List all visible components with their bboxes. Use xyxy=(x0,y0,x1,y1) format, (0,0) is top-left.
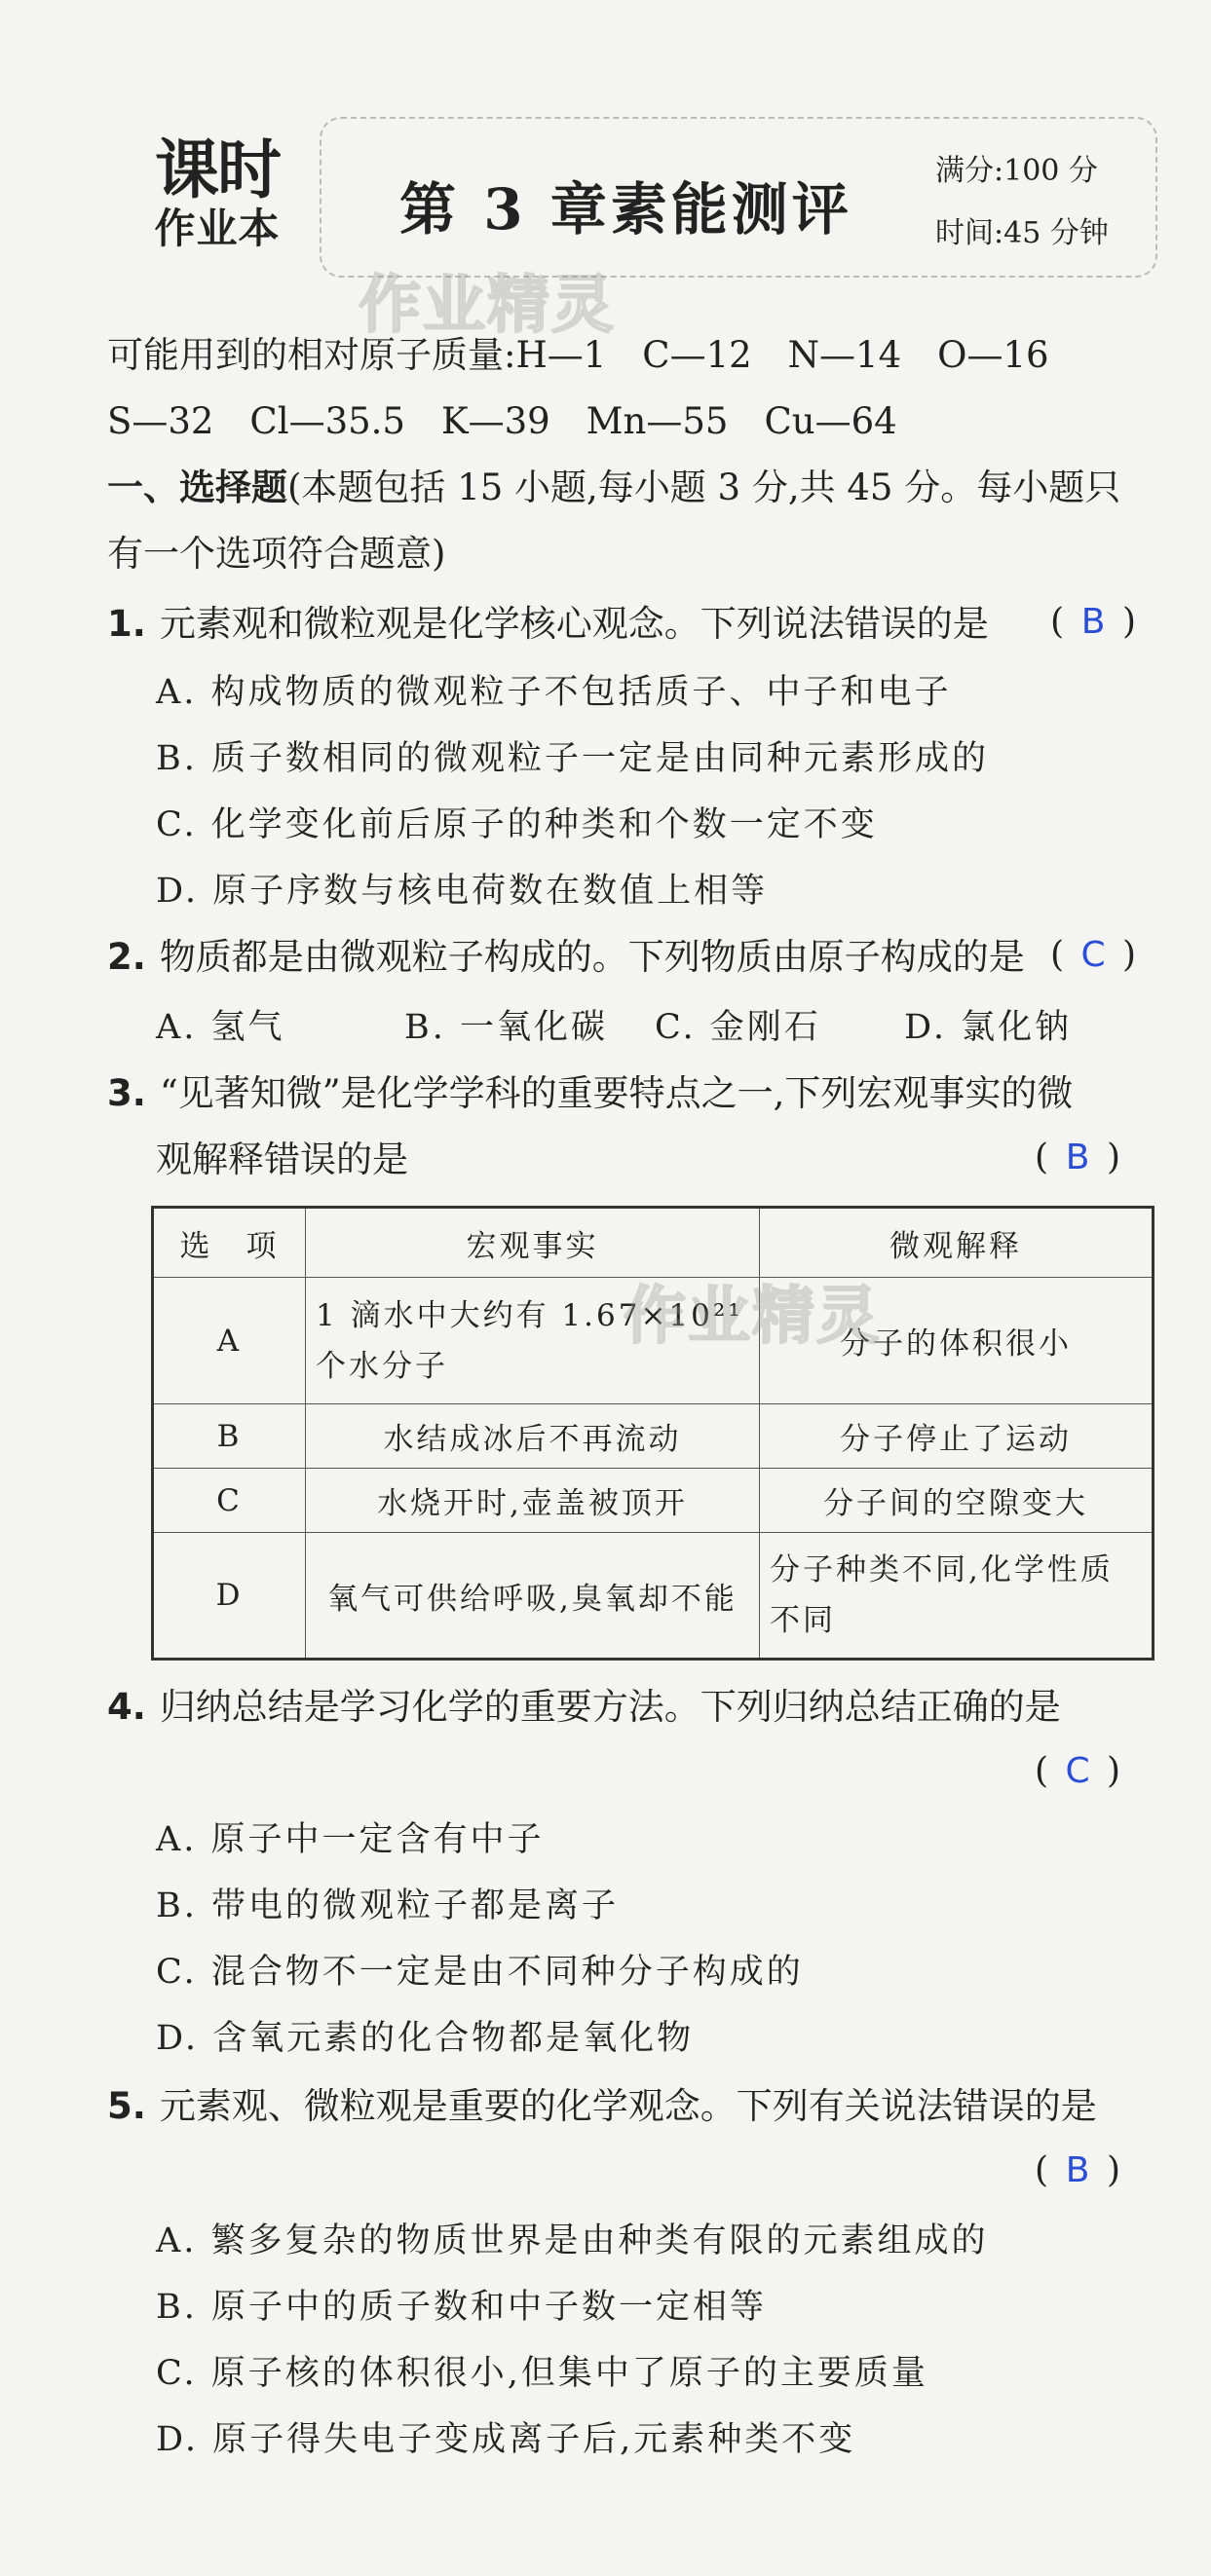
atomic-mass-line-1: 可能用到的相对原子质量:H—1 C—12 N—14 O—16 xyxy=(107,334,1049,376)
table-row xyxy=(153,1533,1154,1660)
question-5 xyxy=(107,2082,1097,2131)
question-3 xyxy=(107,1069,1073,1118)
table-cell-explain: 分子间的空隙变大 xyxy=(760,1469,1154,1533)
question-stem: 元素观、微粒观是重要的化学观念。下列有关说法错误的是 xyxy=(159,2085,1097,2127)
question-stem: “见著知微”是化学学科的重要特点之一,下列宏观事实的微 xyxy=(159,1072,1074,1114)
answer-letter: B xyxy=(1065,1138,1090,1177)
q4-option-b: B. 带电的微观粒子都是离子 xyxy=(156,1886,619,1925)
table-cell-explain xyxy=(760,1533,1154,1660)
table-header: 选 项 xyxy=(153,1208,306,1278)
q2-option-a: A. 氢气 xyxy=(156,1008,285,1047)
question-2 xyxy=(107,933,1025,982)
explain-line: 分子种类不同,化学性质 xyxy=(770,1552,1114,1587)
fact-line: 个水分子 xyxy=(316,1348,448,1384)
q5-option-c: C. 原子核的体积很小,但集中了原子的主要质量 xyxy=(156,2354,928,2393)
watermark: 作业精灵 xyxy=(359,270,616,342)
question-number: 2. xyxy=(107,936,146,978)
page-title: 第 3 章素能测评 xyxy=(399,176,852,243)
question-stem: 归纳总结是学习化学的重要方法。下列归纳总结正确的是 xyxy=(159,1686,1061,1728)
q5-option-a: A. 繁多复杂的物质世界是由种类有限的元素组成的 xyxy=(156,2221,989,2260)
table-cell-explain: 分子停止了运动 xyxy=(760,1404,1154,1469)
table-cell-fact: 氧气可供给呼吸,臭氧却不能 xyxy=(306,1533,760,1660)
section-note-2: 有一个选项符合题意) xyxy=(107,533,446,575)
question-number: 1. xyxy=(107,603,146,645)
table-row xyxy=(153,1404,1154,1469)
question-stem: 物质都是由微观粒子构成的。下列物质由原子构成的是 xyxy=(159,936,1025,978)
table-header: 宏观事实 xyxy=(306,1208,760,1278)
answer-3: ( B ) xyxy=(1035,1138,1121,1177)
q5-option-b: B. 原子中的质子数和中子数一定相等 xyxy=(156,2288,767,2327)
table-row xyxy=(153,1278,1154,1404)
table-header: 微观解释 xyxy=(760,1208,1154,1278)
question-number: 4. xyxy=(107,1686,146,1728)
q1-option-b: B. 质子数相同的微观粒子一定是由同种元素形成的 xyxy=(156,739,989,778)
q5-option-d: D. 原子得失电子变成离子后,元素种类不变 xyxy=(156,2420,856,2459)
answer-1: ( B ) xyxy=(1050,602,1137,642)
table-row xyxy=(153,1469,1154,1533)
answer-letter: C xyxy=(1080,935,1106,975)
logo-top-text: 课时 xyxy=(155,132,280,207)
q4-option-c: C. 混合物不一定是由不同种分子构成的 xyxy=(156,1953,804,1992)
atomic-mass-line-2: S—32 Cl—35.5 K—39 Mn—55 Cu—64 xyxy=(107,400,897,442)
question-4 xyxy=(107,1683,1061,1732)
explain-line: 不同 xyxy=(770,1603,836,1638)
fact-line: 1 滴水中大约有 1.67×10²¹ xyxy=(316,1297,743,1333)
q2-option-b: B. 一氧化碳 xyxy=(404,1008,608,1047)
logo-bottom-text: 作业本 xyxy=(154,205,281,252)
q4-option-a: A. 原子中一定含有中子 xyxy=(156,1820,545,1859)
table-cell-option: D xyxy=(153,1533,306,1660)
table-cell-option: C xyxy=(153,1469,306,1533)
q1-option-c: C. 化学变化前后原子的种类和个数一定不变 xyxy=(156,805,878,844)
table-cell-option: A xyxy=(153,1278,306,1404)
q2-option-d: D. 氯化钠 xyxy=(904,1008,1073,1047)
answer-letter: C xyxy=(1065,1751,1090,1791)
section-title: 一、选择题 xyxy=(107,467,287,508)
table-cell-fact xyxy=(306,1278,760,1404)
answer-5: ( B ) xyxy=(1035,2150,1121,2190)
question-number: 5. xyxy=(107,2085,146,2127)
answer-letter: B xyxy=(1065,2150,1090,2190)
logo xyxy=(144,132,290,253)
question-stem: 元素观和微粒观是化学核心观念。下列说法错误的是 xyxy=(159,603,989,645)
watermark: 作业精灵 xyxy=(624,1281,881,1353)
q4-option-d: D. 含氧元素的化合物都是氧化物 xyxy=(156,2019,695,2058)
section-heading xyxy=(107,464,1120,512)
time-limit: 时间:45 分钟 xyxy=(935,216,1109,250)
q1-option-a: A. 构成物质的微观粒子不包括质子、中子和电子 xyxy=(156,673,952,712)
answer-2: ( C ) xyxy=(1050,935,1137,975)
answer-4: ( C ) xyxy=(1035,1751,1121,1791)
question-3-stem-2: 观解释错误的是 xyxy=(156,1139,408,1180)
question-1 xyxy=(107,600,989,649)
answer-letter: B xyxy=(1080,602,1106,642)
q1-option-d: D. 原子序数与核电荷数在数值上相等 xyxy=(156,872,769,911)
table-cell-explain: 分子的体积很小 xyxy=(760,1278,1154,1404)
q2-option-c: C. 金刚石 xyxy=(655,1008,821,1047)
full-score: 满分:100 分 xyxy=(935,154,1098,188)
table-cell-fact: 水结成冰后不再流动 xyxy=(306,1404,760,1469)
table-cell-fact: 水烧开时,壶盖被顶开 xyxy=(306,1469,760,1533)
table-cell-option: B xyxy=(153,1404,306,1469)
question-number: 3. xyxy=(107,1072,146,1114)
question-3-table xyxy=(151,1206,1154,1661)
section-note: (本题包括 15 小题,每小题 3 分,共 45 分。每小题只 xyxy=(287,467,1121,508)
table-header-row xyxy=(153,1208,1154,1278)
